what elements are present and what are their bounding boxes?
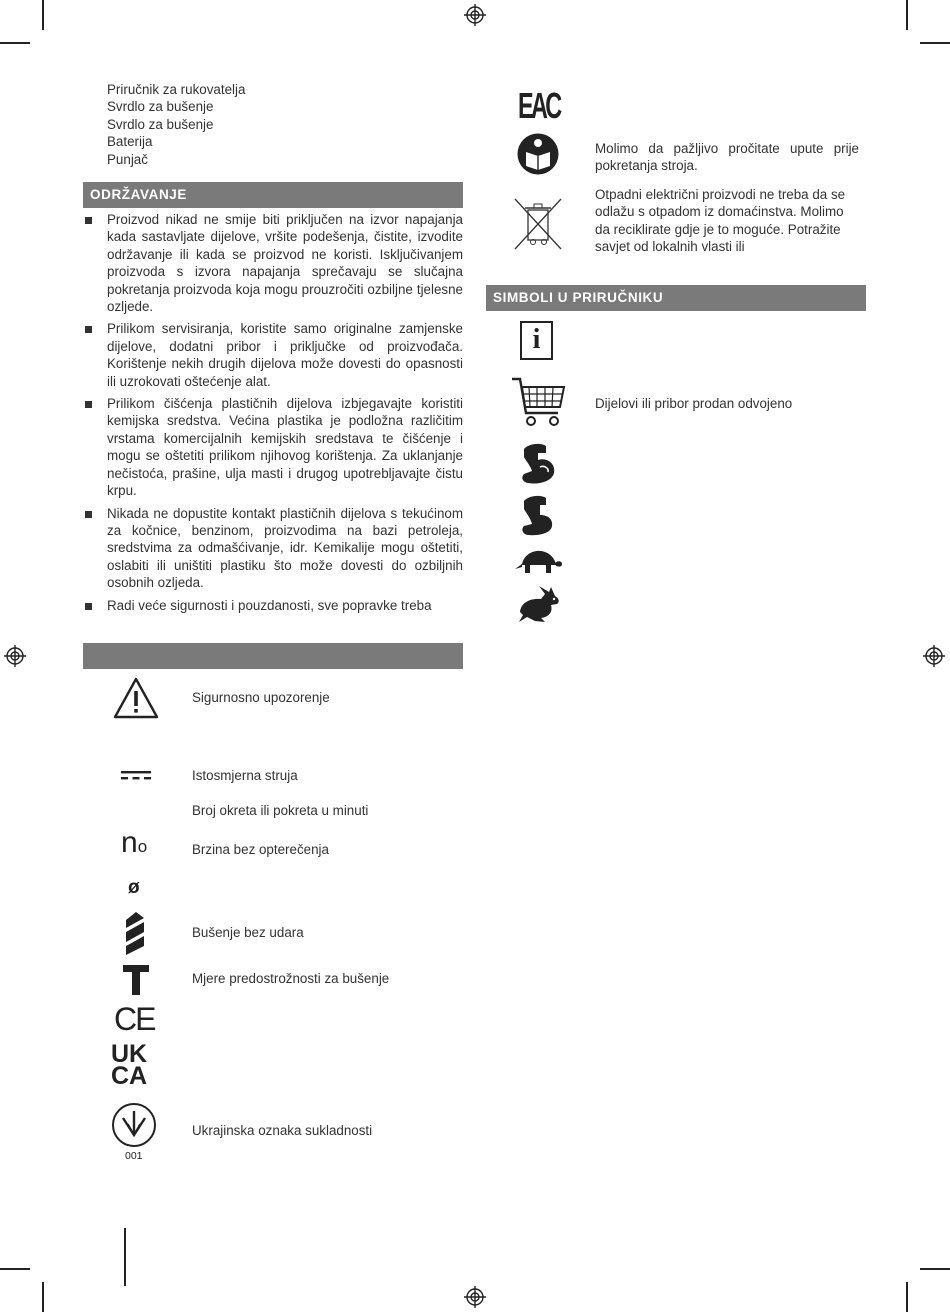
strong-arm-icon [518, 441, 558, 485]
crop-mark [920, 1268, 950, 1270]
package-contents-list [107, 81, 245, 168]
symbol-label-dc: Istosmjerna struja [192, 768, 298, 783]
bullet-square-icon [85, 217, 92, 224]
list-item: Radi veće sigurnosti i pouzdanosti, sve popravke treba [83, 597, 463, 614]
ukca-mark-icon: UK CA [111, 1040, 148, 1090]
package-item: Svrdlo za bušenje [107, 99, 214, 115]
drilling-icon [124, 912, 148, 956]
weee-bin-icon [512, 196, 564, 252]
package-item: Baterija [107, 134, 153, 150]
registration-mark-icon [923, 645, 945, 667]
direct-current-icon [120, 770, 152, 782]
crop-mark [920, 42, 950, 44]
ukraine-conformity-icon [111, 1102, 157, 1148]
list-item: Prilikom čišćenja plastičnih dijelova izbjegavajte koristiti kemijska sredstva. Većina plastika je podložna različitim vrstama komercijalnih kemijskih sredstava te čišćenje i mogu se oštetiti prilikom njihovog korištenja. Za uklanjanje nečistoća, prašine, ulja masti i drugog upotrebljavajte čistu krpu. [83, 395, 463, 499]
drill-precaution-icon [122, 964, 150, 996]
bullet-square-icon [85, 326, 92, 333]
read-manual-text: Molimo da pažljivo pročitate upute prije pokretanja stroja. [595, 141, 859, 174]
read-manual-icon [517, 133, 559, 175]
cart-text: Dijelovi ili pribor prodan odvojeno [595, 396, 793, 411]
turtle-icon [513, 547, 563, 577]
info-icon: i [520, 321, 553, 360]
symbol-label-rpm: Broj okreta ili pokreta u minuti [192, 803, 369, 818]
registration-mark-icon [464, 4, 486, 26]
list-item: Prilikom servisiranja, koristite samo originalne zamjenske dijelove, dodatni pribor i priključke od proizvođača. Korištenje nekih drugih dijelova može dovesti do opasnosti ili uzrokovati oštećenje alat. [83, 320, 463, 390]
no-load-speed-icon: no [121, 826, 148, 859]
bullet-square-icon [85, 603, 92, 610]
manual-symbols-heading: SIMBOLI U PRIRUČNIKU [486, 285, 866, 311]
list-item: Proizvod nikad ne smije biti priključen na izvor napajanja kada sastavljate dijelove, vršite podešenja, čistite, izvodite održavanje ili kada se proizvod ne koristi. Isključivanjem proizvoda s izvora napajanja sprečavaju se slučajna pokretanja proizvoda koja mogu prouzročiti ozbiljne tjelesne ozljede. [83, 211, 463, 315]
bullet-square-icon [85, 511, 92, 518]
warning-triangle-icon [112, 676, 160, 720]
registration-mark-icon [464, 1286, 486, 1308]
package-item: Priručnik za rukovatelja [107, 82, 246, 97]
eac-mark-icon: EAC [518, 85, 560, 126]
ukraine-code-label: 001 [125, 1150, 143, 1162]
diameter-icon: ø [128, 877, 140, 898]
symbol-label-drilling: Bušenje bez udara [192, 925, 304, 940]
crop-mark [0, 42, 30, 44]
symbols-heading [83, 643, 463, 669]
crop-mark [906, 0, 908, 30]
crop-mark [0, 1268, 30, 1270]
registration-mark-icon [4, 645, 26, 667]
rabbit-icon [515, 584, 561, 624]
package-item: Punjač [107, 151, 148, 167]
page-edge-line [124, 1228, 126, 1286]
ce-mark-icon: CE [114, 1001, 155, 1037]
symbol-label-no-load: Brzina bez opterečenja [192, 842, 329, 857]
shopping-cart-icon [510, 375, 566, 431]
symbol-label-drill-precautions: Mjere predostrožnosti za bušenje [192, 971, 390, 986]
maintenance-heading: ODRŽAVANJE [83, 182, 463, 208]
symbol-label-ukraine: Ukrajinska oznaka sukladnosti [192, 1123, 373, 1138]
package-item: Svrdlo za bušenje [107, 116, 214, 132]
weee-text: Otpadni električni proizvodi ne treba da se odlažu s otpadom iz domaćinstva. Molimo da reciklirate gdje je to moguće. Potražite savjet od lokalnih vlasti ili [595, 187, 846, 255]
crop-mark [42, 0, 44, 30]
weak-arm-icon [518, 493, 558, 537]
crop-mark [906, 1282, 908, 1312]
bullet-square-icon [85, 401, 92, 408]
symbol-label-warning: Sigurnosno upozorenje [192, 690, 330, 705]
crop-mark [42, 1282, 44, 1312]
maintenance-list [83, 211, 463, 619]
list-item: Nikada ne dopustite kontakt plastičnih dijelova s tekućinom za kočnice, benzinom, proizvodima na bazi petroleja, sredstvima za odmašćivanje, idr. Kemikalije mogu oštetiti, oslabiti ili uništiti plastiku što može dovesti do ozbiljnih osobnih ozljeda. [83, 505, 463, 592]
